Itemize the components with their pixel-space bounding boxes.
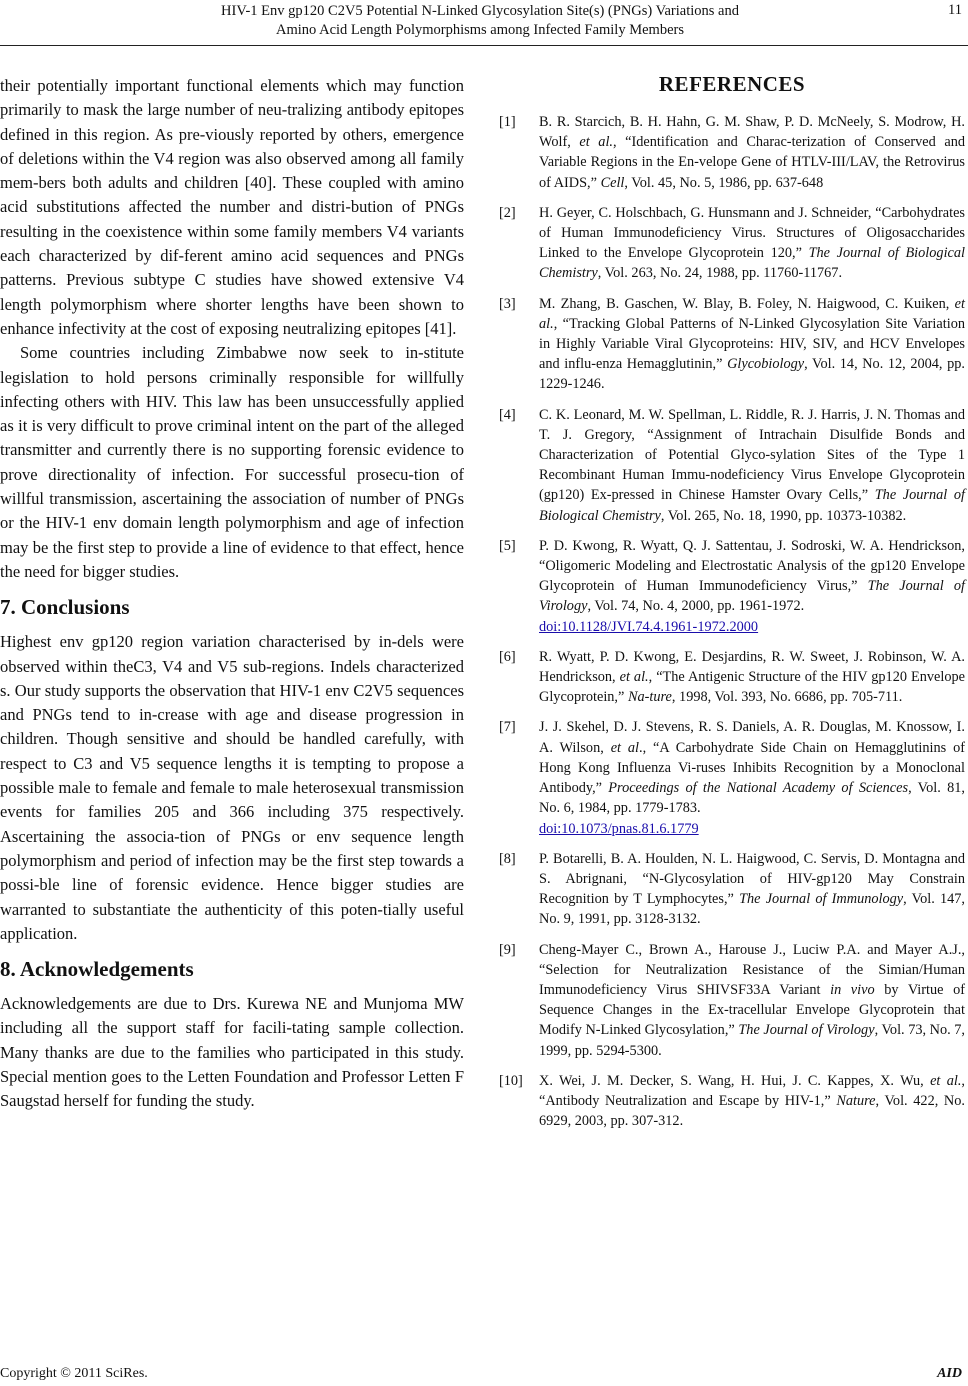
reference-italic-text: et al. [930,1072,962,1089]
reference-item [499,647,965,708]
reference-text: R. Wyatt, P. D. Kwong, E. Desjardins, R. W. Sweet, J. Robinson, W. A. Hendrickson, [539,648,965,686]
reference-text: P. D. Kwong, R. Wyatt, Q. J. Sattentau, J. Sodroski, W. A. Hendrickson, “Oligomeric Modeling and Electrostatic Analysis of the gp120 Envelope Glycoprotein of Human Immunodeficiency Virus,” [539,537,965,595]
reference-italic-text: Cell [600,174,625,191]
reference-text: X. Wei, J. M. Decker, S. Wang, H. Hui, J. C. Kappes, X. Wu, [539,1072,931,1089]
reference-number: [9] [499,941,516,958]
header-divider [0,45,968,46]
reference-italic-text: Na-ture [627,689,672,706]
copyright-notice: Copyright © 2011 SciRes. [0,1366,148,1381]
reference-number: [5] [499,537,516,554]
reference-italic-text: Glycobiology [727,356,805,373]
body-paragraph: their potentially important functional elements which may function primarily to mask the large number of neu-tralizing antibody epitopes defined in this region. As pre-viously reported by others, emergence of deletions within the V4 region was also observed among all family mem-bers both adults and children [40]. These coupled with amino acid substitutions affected the number and distri-bution of PNGs resulting in the coexistence within some family members V4 variants each characterized by dif-ferent amino acid sequences and PNGs patterns. Previous subtype C studies have showed extensive V4 length polymorphism where shorter lengths have been shown to enhance infectivity at the cost of exposing neutralizing epitopes [41]. [0,76,464,338]
reference-text: B. R. Starcich, B. H. Hahn, G. M. Shaw, P. D. McNeely, S. Modrow, H. Wolf, [539,114,965,151]
left-column [0,74,464,1114]
reference-italic-text: The Journal of Biological Chemistry [539,245,966,282]
running-header [150,2,810,40]
reference-number: [1] [499,114,516,130]
conclusions-paragraph: Highest env gp120 region variation characterised by in-dels were observed within theC3, V4 and V5 sub-regions. Indels characterized s. Our study supports the observation that HIV-1 env C2V5 sequences and PNGs tend to in-crease with age and disease progression in children. Though sensitive and should be handled carefully, with respect to C3 and V5 sequence lengths it is tempting to propose a possible male to female and female to male heterosexual transmission events for families 205 and 366 including 375 respectively. Ascertaining the associa-tion of PNGs or env sequence length polymorphism and period of infection may be the first step towards a possi-ble line of forensic evidence. Hence bigger studies are warranted to substantiate the authenticity of this poten-tially useful application. [0,632,464,943]
reference-text: Cheng-Mayer C., Brown A., Harouse J., Luciw P.A. and Mayer A.J., “Selection for Neutralization Resistance of the Simian/Human Immunodeficiency Virus SHIVSF33A Variant [539,941,965,998]
reference-item [499,849,965,930]
reference-italic-text: Nature [836,1092,876,1109]
reference-italic-text: The Journal of Virology [539,578,965,615]
reference-italic-text: The Journal of Virology [738,1022,875,1039]
section-heading-acknowledgements: 8. Acknowledgements [0,957,194,982]
reference-item [499,940,965,1061]
reference-text: , 1998, Vol. 393, No. 6686, pp. 705-711. [671,689,903,706]
reference-text: , Vol. 74, No. 4, 2000, pp. 1961-1972. [587,598,805,615]
reference-text: P. Botarelli, B. A. Houlden, N. L. Haigwood, C. Servis, D. Montagna and S. Abrignani, “N-Glycosylation of HIV-gp120 May Constrain Recognition by T Lymphocytes,” [539,850,965,908]
reference-item [499,203,965,284]
reference-italic-text: in vivo [830,981,875,998]
reference-text: , Vol. 147, No. 9, 1991, pp. 3128-3132. [539,891,965,928]
reference-list [499,112,965,1131]
reference-text: J. J. Skehel, D. J. Stevens, R. S. Daniels, A. R. Douglas, M. Knossow, I. A. Wilson, [539,719,965,756]
reference-italic-text: The Journal of Biological Chemistry [539,487,965,524]
reference-item [499,112,965,193]
reference-number: [6] [499,648,516,665]
reference-text: , Vol. 14, No. 12, 2004, pp. 1229-1246. [539,356,965,393]
reference-text: M. Zhang, B. Gaschen, W. Blay, B. Foley, N. Haigwood, C. Kuiken, [539,295,955,312]
reference-text: , Vol. 265, No. 18, 1990, pp. 10373-10382. [660,507,907,524]
reference-text: , Vol. 73, No. 7, 1999, pp. 5294-5300. [539,1022,965,1059]
reference-number: [10] [499,1072,523,1089]
reference-number: [3] [499,295,516,312]
running-title-line1: HIV-1 Env gp120 C2V5 Potential N-Linked Glycosylation Site(s) (PNGs) Variations and [221,3,739,19]
section-heading-conclusions: 7. Conclusions [0,595,130,620]
acknowledgements-paragraph: Acknowledgements are due to Drs. Kurewa NE and Munjoma MW including all the support staff for facili-tating sample collection. Many thanks are due to the families who participated in this study. Special mention goes to the Letten Foundation and Professor Letten F Saugstad herself for funding the study. [0,994,464,1111]
reference-item [499,536,965,637]
reference-item [499,294,965,395]
reference-number: [8] [499,850,516,867]
body-paragraph: Some countries including Zimbabwe now seek to in-stitute legislation to hold persons criminally responsible for willfully infecting others with HIV. This law has been unsuccessfully applied as it is very difficult to prove criminal intent on the part of the alleged transmitter and currently there is no supporting forensic evidence to prove directionality of infection. For successful prosecu-tion of willful transmission, ascertaining the association of number of PNGs or the HIV-1 env domain length polymorphism and age of infection may be the first step to provide a line of evidence to that effect, hence the need for bigger studies. [0,343,464,581]
reference-text: , Vol. 422, No. 6929, 2003, pp. 307-312. [539,1092,965,1130]
reference-item [499,1071,965,1132]
doi-link[interactable]: doi:10.1073/pnas.81.6.1779 [539,820,699,837]
page-number: 11 [948,2,962,18]
journal-abbreviation: AID [937,1366,962,1381]
reference-text: , “Identification and Charac-terization of Conserved and Variable Regions in the En-velope Gene of HTLV-III/LAV, the Retrovirus of AIDS,” [539,134,965,191]
reference-text: , “Tracking Global Patterns of N-Linked Glycosylation Site Variation in Highly Variable Viral Glycoproteins: HIV, SIV, and HCV Envelopes and influ-enza Hemagglutinin,” [539,315,965,373]
reference-italic-text: The Journal of Immunology [739,891,904,908]
reference-italic-text: et al [610,739,639,756]
reference-italic-text: Proceedings of the National Academy of Sciences [608,780,909,797]
right-column [499,68,965,1141]
reference-number: [2] [499,204,516,221]
reference-text: , “The Antigenic Structure of the HIV gp120 Envelope Glycoprotein,” [539,669,965,706]
reference-italic-text: et al. [579,134,613,151]
reference-italic-text: et al. [539,295,965,332]
reference-text: , Vol. 45, No. 5, 1986, pp. 637-648 [624,174,824,191]
reference-text: , Vol. 263, No. 24, 1988, pp. 11760-11767. [597,265,843,282]
reference-item [499,405,965,526]
reference-text: , “Antibody Neutralization and Escape by HIV-1,” [539,1072,965,1109]
reference-text: H. Geyer, C. Holschbach, G. Hunsmann and J. Schneider, “Carbohydrates of Human Immunodeficiency Virus. Structures of Oligosaccharides Linked to the Envelope Glycoprotein 120,” [539,204,965,262]
reference-number: [4] [499,406,516,423]
reference-text: by Virtue of Sequence Changes in the Ex-tracellular Envelope Glycoprotein that Modify N-Linked Glycosylation,” [539,981,965,1039]
reference-text: C. K. Leonard, M. W. Spellman, L. Riddle, R. J. Harris, J. N. Thomas and T. J. Gregory, “Assignment of Intrachain Disulfide Bonds and Characterization of Potential Glyco-sylation Sites of the Type 1 Recombinant Human Immu-nodeficiency Virus Envelope Glycoprotein (gp120) Ex-pressed in Chinese Hamster Ovary Cells,” [539,406,965,504]
doi-link[interactable]: doi:10.1128/JVI.74.4.1961-1972.2000 [539,618,759,635]
running-title-line2: Amino Acid Length Polymorphisms among Infected Family Members [276,22,684,38]
reference-italic-text: et al. [619,669,649,686]
references-heading: REFERENCES [658,72,806,96]
reference-text: ., “A Carbohydrate Side Chain on Hemagglutinins of Hong Kong Influenza Vi-ruses Inhibits Recognition by a Monoclonal Antibody,” [539,739,966,797]
reference-item [499,717,965,838]
reference-text: , Vol. 81, No. 6, 1984, pp. 1779-1783. [539,780,966,817]
reference-number: [7] [499,719,516,736]
